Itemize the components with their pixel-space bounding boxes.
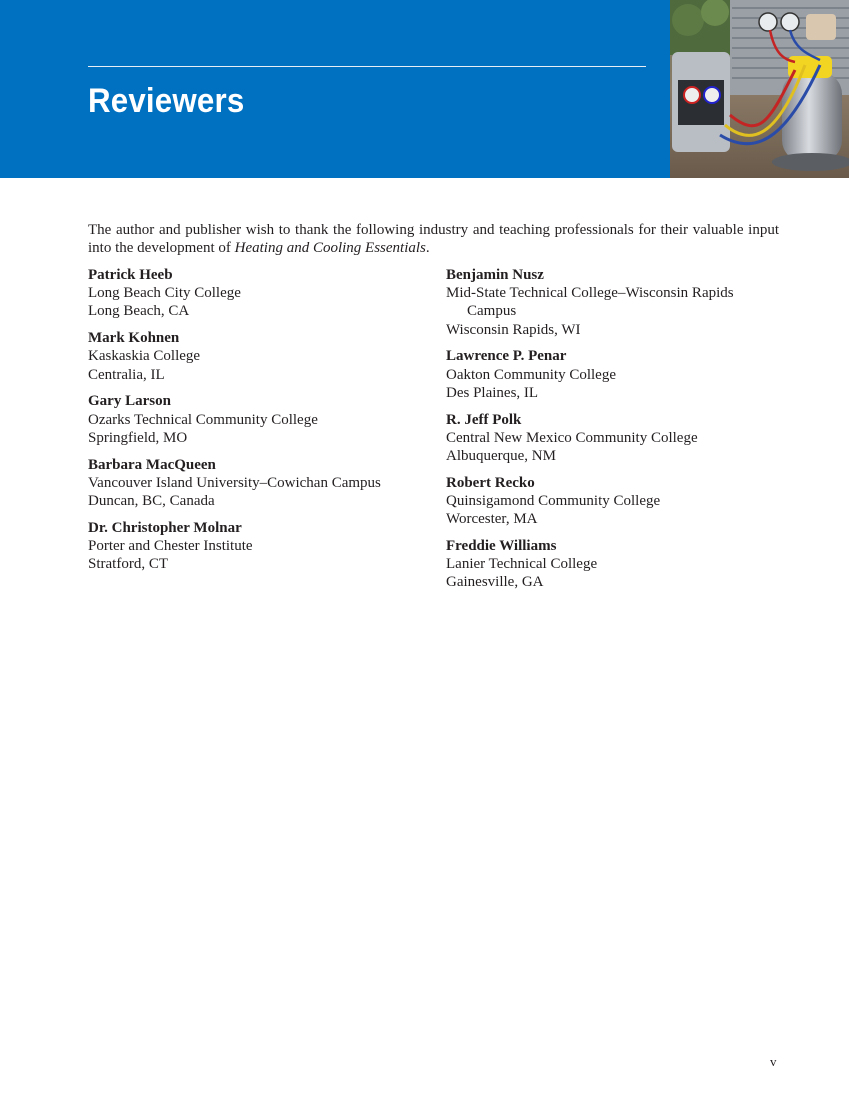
reviewer-name: R. Jeff Polk (446, 411, 522, 428)
reviewer-location: Long Beach, CA (88, 303, 190, 320)
reviewer-location: Duncan, BC, Canada (88, 493, 215, 510)
reviewer-institution: Quinsigamond Community College (446, 493, 661, 510)
reviewer-entry (88, 392, 433, 447)
reviewer-institution: Ozarks Technical Community College (88, 411, 318, 428)
reviewer-institution: Mid-State Technical College–Wisconsin Rapids (446, 285, 734, 302)
reviewer-name: Lawrence P. Penar (446, 348, 567, 365)
reviewer-entry (88, 329, 433, 384)
reviewer-institution-continued: Campus (467, 303, 517, 320)
reviewer-location: Stratford, CT (88, 556, 168, 573)
reviewers-left-column (88, 266, 433, 582)
reviewer-name: Gary Larson (88, 393, 171, 410)
reviewer-institution: Central New Mexico Community College (446, 429, 698, 446)
reviewer-location: Gainesville, GA (446, 574, 544, 591)
reviewer-entry (446, 347, 786, 402)
hvac-photo-illustration (670, 0, 849, 178)
reviewer-name: Patrick Heeb (88, 267, 173, 283)
intro-paragraph (88, 221, 779, 257)
reviewer-institution: Long Beach City College (88, 285, 241, 302)
reviewer-entry (88, 519, 433, 574)
header-rule (88, 66, 646, 67)
reviewer-entry (88, 266, 433, 321)
reviewer-institution: Oakton Community College (446, 366, 616, 383)
page-title: Reviewers (88, 82, 245, 120)
header-photo-hvac-technician (670, 0, 849, 178)
book-title: Heating and Cooling Essentials (234, 240, 426, 256)
reviewer-location: Albuquerque, NM (446, 448, 556, 465)
reviewer-institution: Porter and Chester Institute (88, 538, 253, 555)
reviewer-name: Benjamin Nusz (446, 267, 544, 283)
page-number: v (770, 1054, 777, 1069)
reviewer-entry (88, 456, 433, 511)
reviewer-institution: Lanier Technical College (446, 556, 598, 573)
reviewer-location: Wisconsin Rapids, WI (446, 321, 581, 338)
reviewer-entry (446, 474, 786, 529)
intro-text: The author and publisher wish to thank the following industry and teaching professionals for their valuable input into the development of (88, 222, 779, 256)
reviewer-location: Worcester, MA (446, 511, 538, 528)
reviewer-entry (446, 266, 786, 339)
reviewer-location: Centralia, IL (88, 366, 165, 383)
reviewer-location: Springfield, MO (88, 429, 188, 446)
reviewer-entry (446, 411, 786, 466)
reviewer-name: Barbara MacQueen (88, 456, 216, 473)
reviewer-location: Des Plaines, IL (446, 384, 539, 401)
reviewer-name: Freddie Williams (446, 538, 557, 555)
reviewer-name: Dr. Christopher Molnar (88, 519, 242, 536)
reviewers-right-column (446, 266, 786, 600)
header-banner (0, 0, 849, 178)
intro-end: . (425, 240, 430, 256)
reviewer-entry (446, 537, 786, 592)
reviewer-name: Robert Recko (446, 474, 535, 491)
reviewer-name: Mark Kohnen (88, 330, 180, 347)
reviewer-institution: Kaskaskia College (88, 348, 201, 365)
reviewer-institution: Vancouver Island University–Cowichan Campus (88, 474, 381, 491)
